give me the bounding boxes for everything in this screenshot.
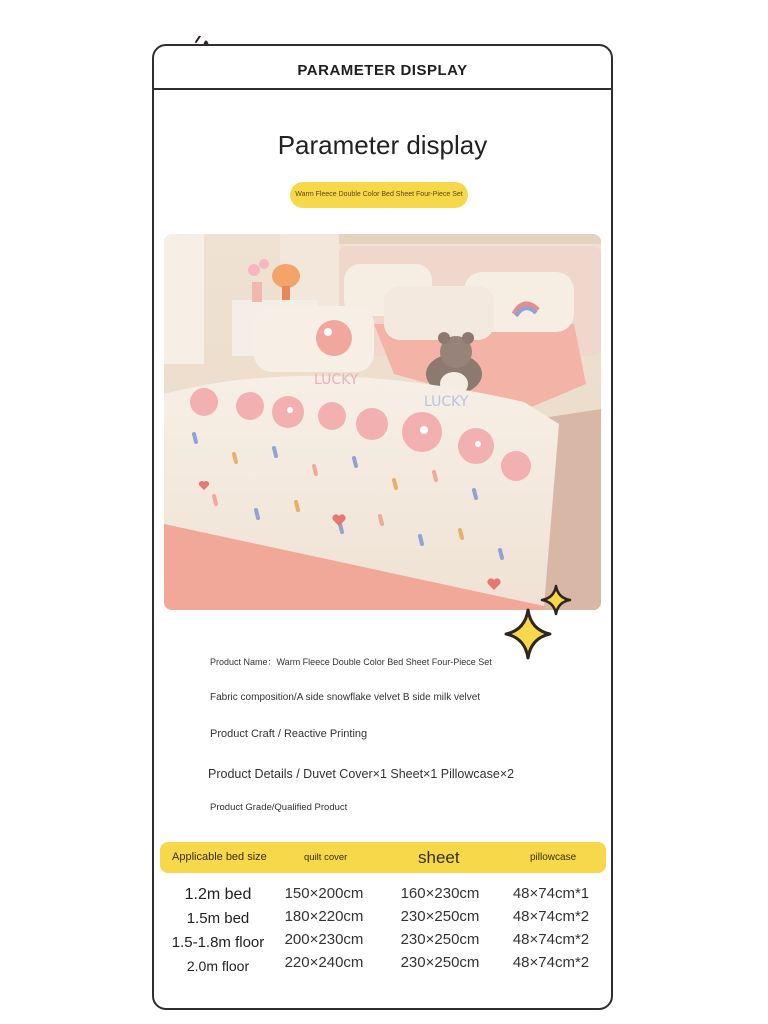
header-divider xyxy=(154,88,611,90)
row-size-label: 1.2m bed xyxy=(184,886,252,903)
parameter-card xyxy=(152,44,613,1010)
row-size-label: 2.0m floor xyxy=(186,958,250,974)
spec-grade: Product Grade/Qualified Product xyxy=(210,802,348,813)
page-title: Parameter display xyxy=(277,130,488,160)
row-quilt-cell: 200×230cm xyxy=(284,931,364,948)
row-quilt-cell: 150×200cm xyxy=(284,885,364,902)
spec-details: Product Details / Duvet Cover×1 Sheet×1 Pillowcase×2 xyxy=(208,767,515,781)
spec-craft: Product Craft / Reactive Printing xyxy=(210,728,368,740)
header-title: PARAMETER DISPLAY xyxy=(297,62,468,79)
size-table-header xyxy=(160,842,606,873)
row-pillow-cell: 48×74cm*2 xyxy=(512,908,590,925)
row-quilt-cell: 180×220cm xyxy=(284,908,364,925)
row-sheet-cell: 230×250cm xyxy=(400,954,480,971)
row-pillow-cell: 48×74cm*2 xyxy=(512,954,590,971)
header-sheet: sheet xyxy=(418,848,460,867)
row-sheet-cell: 160×230cm xyxy=(400,885,480,902)
row-pillow-cell: 48×74cm*1 xyxy=(512,885,590,902)
row-size-label: 1.5-1.8m floor xyxy=(171,934,265,951)
svg-text:LUCKY: LUCKY xyxy=(424,394,469,410)
row-quilt-cell: 220×240cm xyxy=(284,954,364,971)
row-size-label: 1.5m bed xyxy=(186,910,250,927)
product-photo xyxy=(164,234,601,610)
header-quilt-cover: quilt cover xyxy=(304,852,348,863)
row-pillow-cell: 48×74cm*2 xyxy=(512,931,590,948)
svg-text:LUCKY: LUCKY xyxy=(314,372,359,388)
header-bed-size: Applicable bed size xyxy=(172,851,267,863)
spec-product-name: Product Name：Warm Fleece Double Color Bed Sheet Four-Piece Set xyxy=(210,657,492,667)
sparkle-icon xyxy=(500,584,580,668)
row-sheet-cell: 230×250cm xyxy=(400,931,480,948)
spec-fabric: Fabric composition/A side snowflake velvet B side milk velvet xyxy=(210,692,481,703)
header-pillowcase: pillowcase xyxy=(530,852,577,863)
subtitle-pill: Warm Fleece Double Color Bed Sheet Four-Piece Set xyxy=(290,182,468,208)
row-sheet-cell: 230×250cm xyxy=(400,908,480,925)
